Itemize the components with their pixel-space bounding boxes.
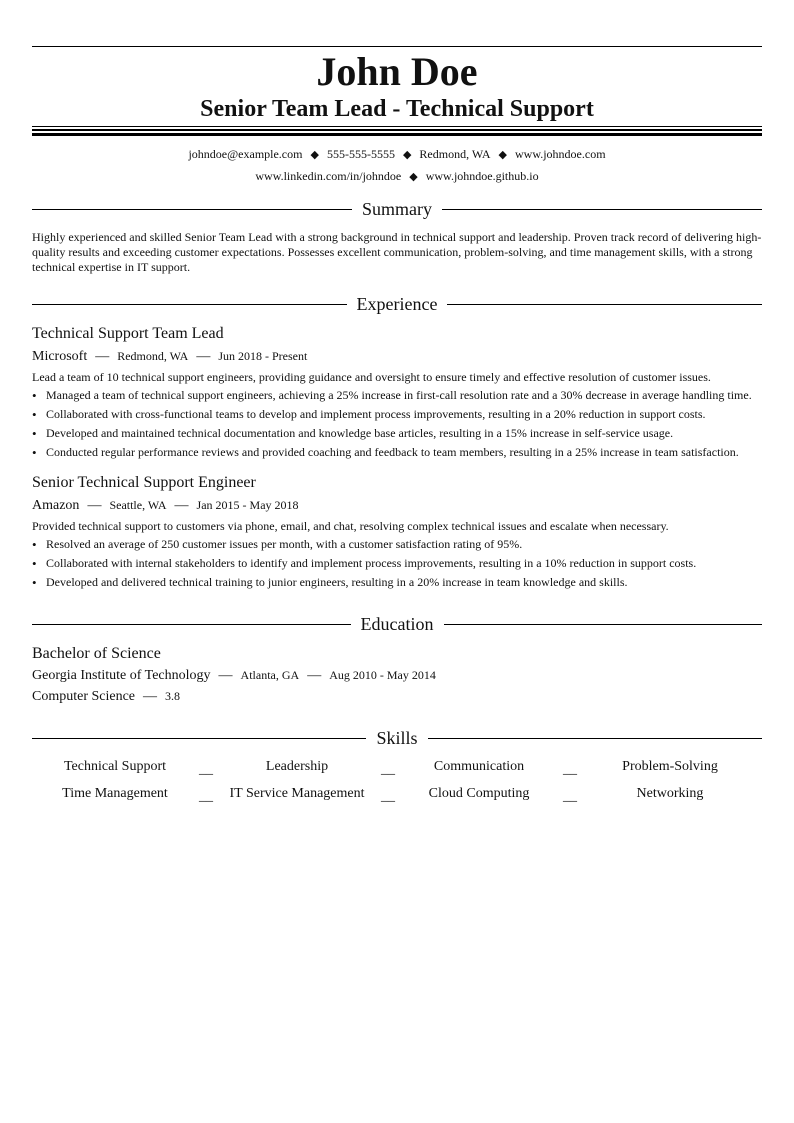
skill-separator: __ xyxy=(199,762,213,777)
diamond-separator-icon: ◆ xyxy=(402,149,412,161)
em-dash: — xyxy=(218,668,233,683)
skill-item: Leadership xyxy=(265,759,329,774)
list-item: • Collaborated with cross-functional teams to develop and implement process improvements, resulting in a 20% reduction in support costs. xyxy=(32,407,706,422)
contact-line-2 xyxy=(32,166,762,188)
summary-heading xyxy=(32,197,762,221)
education-entry xyxy=(32,644,762,707)
contact-location: Redmond, WA xyxy=(419,147,491,161)
education-major xyxy=(32,686,762,707)
resume-page xyxy=(32,46,762,807)
skill-separator: __ xyxy=(563,789,577,804)
bullet-icon: • xyxy=(32,407,37,422)
contact-linkedin[interactable]: www.linkedin.com/in/johndoe xyxy=(255,169,402,183)
major: Computer Science xyxy=(32,689,136,704)
job-entry-amazon xyxy=(32,473,762,592)
bullet-icon: • xyxy=(32,575,37,590)
heading-rule xyxy=(32,304,347,305)
skill-item: Technical Support xyxy=(63,759,167,774)
skill-separator: __ xyxy=(199,789,213,804)
header-rule-thick xyxy=(32,133,762,136)
job-meta xyxy=(32,495,762,516)
heading-rule xyxy=(447,304,762,305)
skill-separator: __ xyxy=(381,762,395,777)
education-meta xyxy=(32,665,762,686)
heading-rule xyxy=(32,738,366,739)
candidate-title: Senior Team Lead - Technical Support xyxy=(200,96,594,122)
em-dash: — xyxy=(174,498,189,513)
list-item: • Developed and maintained technical documentation and knowledge base articles, resulting in a 15% increase in self-service usage. xyxy=(32,426,674,441)
candidate-name: John Doe xyxy=(316,49,478,94)
heading-rule xyxy=(442,209,762,210)
gpa: 3.8 xyxy=(165,689,181,703)
skill-item: IT Service Management xyxy=(229,786,365,801)
job-entry-microsoft xyxy=(32,324,762,462)
job-location: Seattle, WA xyxy=(109,498,167,512)
job-description: Lead a team of 10 technical support engineers, providing guidance and oversight to ensure timely and effective resolution of customer issues. xyxy=(32,370,711,384)
contact-line-1 xyxy=(32,144,762,166)
school-location: Atlanta, GA xyxy=(240,668,300,682)
job-company: Microsoft xyxy=(32,349,88,364)
job-location: Redmond, WA xyxy=(117,349,189,363)
school-dates: Aug 2010 - May 2014 xyxy=(329,668,436,682)
job-dates: Jan 2015 - May 2018 xyxy=(196,498,299,512)
diamond-separator-icon: ◆ xyxy=(498,149,507,161)
contact-email[interactable]: johndoe@example.com xyxy=(188,147,303,161)
em-dash: — xyxy=(95,349,110,364)
job-dates: Jun 2018 - Present xyxy=(218,349,308,363)
bullet-icon: • xyxy=(32,537,37,552)
bullet-icon: • xyxy=(32,426,37,441)
em-dash: — xyxy=(307,668,322,683)
list-item: • Collaborated with internal stakeholders to identify and implement process improvements, resulting in a 10% reduction in support costs. xyxy=(32,556,697,571)
contact-github[interactable]: www.johndoe.github.io xyxy=(425,169,539,183)
list-item: • Managed a team of technical support engineers, achieving a 25% increase in first-call resolution rate and a 30% decrease in average handling time. xyxy=(32,388,752,403)
header-rule-thin xyxy=(32,126,762,127)
skill-separator: __ xyxy=(381,789,395,804)
education-heading-label: Education xyxy=(360,614,434,634)
diamond-separator-icon: ◆ xyxy=(409,171,418,183)
em-dash: — xyxy=(87,498,102,513)
experience-heading-label: Experience xyxy=(356,294,438,314)
list-item: • Conducted regular performance reviews and provided coaching and feedback to team members, resulting in a 25% increase in team satisfaction. xyxy=(32,445,739,460)
contact-phone[interactable]: 555-555-5555 xyxy=(326,147,395,161)
bullet-icon: • xyxy=(32,445,37,460)
heading-rule xyxy=(428,738,762,739)
header-top-rule xyxy=(32,46,762,47)
contact-website[interactable]: www.johndoe.com xyxy=(515,147,606,161)
summary-text: Highly experienced and skilled Senior Team Lead with a strong background in technical support and leadership. Proven track record of delivering high-quality results and exceeding customer expectations. Possesses excellent communication, problem-solving, and time management skills, with a strong technical expertise in IT support. xyxy=(32,230,762,274)
em-dash: — xyxy=(143,689,158,704)
heading-rule xyxy=(32,624,351,625)
job-meta xyxy=(32,346,762,367)
list-item: • Resolved an average of 250 customer issues per month, with a customer satisfaction rating of 95%. xyxy=(32,537,523,552)
skills-grid xyxy=(32,753,762,807)
degree: Bachelor of Science xyxy=(32,645,161,662)
skill-item: Cloud Computing xyxy=(428,786,530,801)
skill-separator: __ xyxy=(563,762,577,777)
job-bullets xyxy=(32,386,762,462)
education-heading xyxy=(32,612,762,636)
em-dash: — xyxy=(196,349,211,364)
job-company: Amazon xyxy=(32,498,80,513)
heading-rule xyxy=(32,209,352,210)
heading-rule xyxy=(444,624,763,625)
skills-heading xyxy=(32,726,762,750)
skills-heading-label: Skills xyxy=(376,728,418,748)
header-rule-mid xyxy=(32,129,762,131)
bullet-icon: • xyxy=(32,556,37,571)
job-title: Technical Support Team Lead xyxy=(32,325,224,342)
job-description: Provided technical support to customers via phone, email, and chat, resolving complex technical issues and escalate when necessary. xyxy=(32,519,669,533)
list-item: • Developed and delivered technical training to junior engineers, resulting in a 20% increase in team knowledge and skills. xyxy=(32,575,628,590)
job-bullets xyxy=(32,535,762,592)
job-title: Senior Technical Support Engineer xyxy=(32,474,256,491)
summary-heading-label: Summary xyxy=(362,199,432,219)
skill-item: Networking xyxy=(636,786,704,801)
diamond-separator-icon: ◆ xyxy=(310,149,319,161)
skill-item: Problem-Solving xyxy=(622,759,718,774)
school-name: Georgia Institute of Technology xyxy=(32,668,211,683)
bullet-icon: • xyxy=(32,388,37,403)
experience-heading xyxy=(32,292,762,316)
skill-item: Communication xyxy=(433,759,525,774)
skill-item: Time Management xyxy=(62,786,168,801)
